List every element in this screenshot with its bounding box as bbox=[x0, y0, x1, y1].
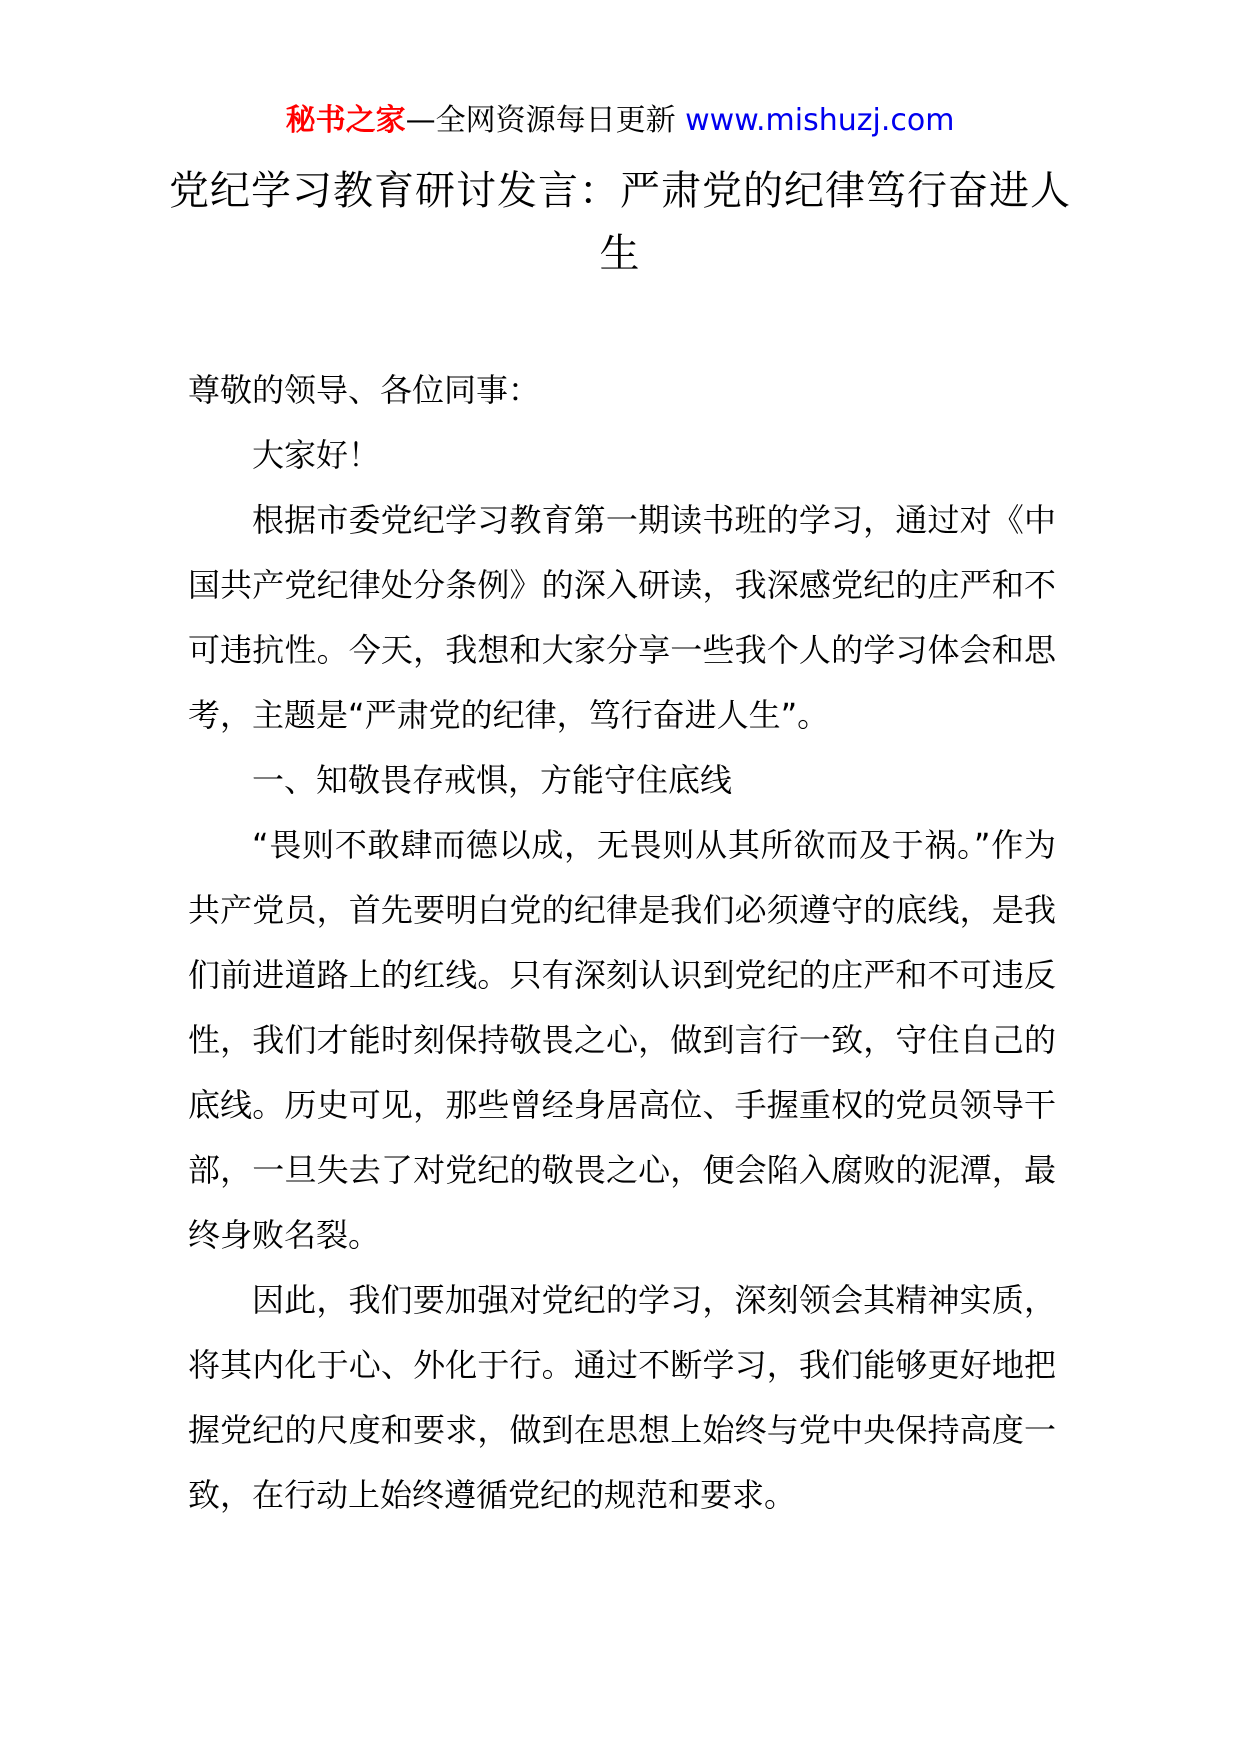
intro-paragraph: 根据市委党纪学习教育第一期读书班的学习，通过对《中国共产党纪律处分条例》的深入研读，我深感党纪的庄严和不可违抗性。今天，我想和大家分享一些我个人的学习体会和思考，主题是“严肃党的纪律，笃行奋进人生”。 bbox=[188, 501, 1056, 734]
greeting: 大家好！ bbox=[252, 436, 381, 474]
brand-name: 秘书之家 bbox=[285, 103, 406, 138]
section-paragraph: 因此，我们要加强对党纪的学习，深刻领会其精神实质，将其内化于心、外化于行。通过不断学习，我们能够更好地把握党纪的尺度和要求，做到在思想上始终与党中央保持高度一致，在行动上始终遵循党纪的规范和要求。 bbox=[188, 1281, 1056, 1514]
site-banner bbox=[0, 101, 1240, 141]
section-heading: 一、知敬畏存戒惧，方能守住底线 bbox=[252, 761, 733, 799]
site-link[interactable]: www.mishuzj.com bbox=[685, 103, 955, 138]
salutation: 尊敬的领导、各位同事： bbox=[188, 371, 541, 409]
document-title: 党纪学习教育研讨发言：严肃党的纪律笃行奋进人生 bbox=[169, 168, 1071, 277]
banner-slogan: —全网资源每日更新 bbox=[405, 103, 686, 138]
section-paragraph: “畏则不敢肆而德以成，无畏则从其所欲而及于祸。”作为共产党员，首先要明白党的纪律是我们必须遵守的底线，是我们前进道路上的红线。只有深刻认识到党纪的庄严和不可违反性，我们才能时刻保持敬畏之心，做到言行一致，守住自己的底线。历史可见，那些曾经身居高位、手握重权的党员领导干部，一旦失去了对党纪的敬畏之心，便会陷入腐败的泥潭，最终身败名裂。 bbox=[188, 826, 1056, 1254]
document-body bbox=[188, 358, 1056, 1528]
